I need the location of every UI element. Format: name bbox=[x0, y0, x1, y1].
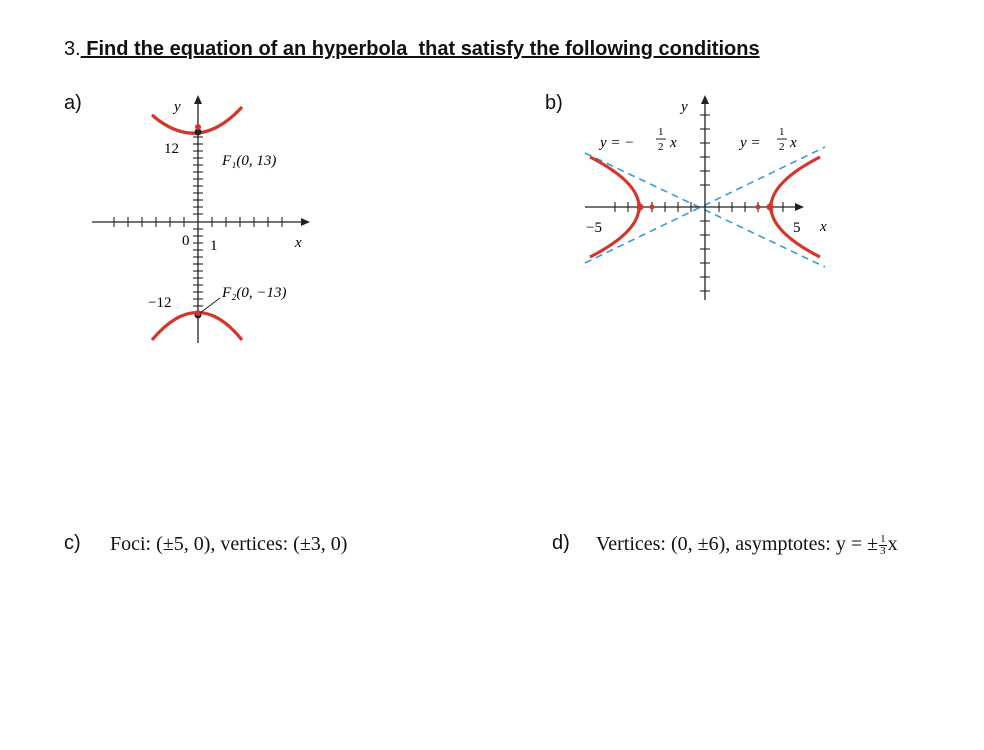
graph-b-asym-left-prefix: y = − bbox=[600, 135, 635, 151]
graph-b-left-tick: −5 bbox=[586, 220, 602, 236]
graph-b-asym-left-num: 1 bbox=[658, 126, 664, 138]
graph-b-y-label: y bbox=[681, 99, 688, 115]
graph-b-focus-left bbox=[650, 205, 655, 210]
graph-b-vertex-right bbox=[767, 204, 774, 211]
part-d-text: Vertices: (0, ±6), asymptotes: y = ± bbox=[596, 533, 879, 555]
graph-b-y-arrow bbox=[701, 95, 709, 104]
graph-b-asym-right-num: 1 bbox=[779, 126, 785, 138]
part-d-frac-num: 1 bbox=[880, 532, 886, 545]
graph-a bbox=[90, 95, 330, 345]
graph-b-vertex-left bbox=[637, 204, 644, 211]
part-b-label: b) bbox=[545, 92, 563, 114]
part-a-label: a) bbox=[64, 92, 82, 114]
graph-a-y-label: y bbox=[174, 99, 181, 115]
graph-b-x-label: x bbox=[820, 219, 827, 235]
graph-b bbox=[580, 95, 840, 305]
graph-a-x-tick: 1 bbox=[210, 238, 218, 254]
graph-a-focus2-label: F₂(0, −13) bbox=[222, 285, 287, 301]
graph-b-right-tick: 5 bbox=[793, 220, 801, 236]
part-c-condition: Foci: (±5, 0), vertices: (±3, 0) bbox=[110, 533, 348, 555]
problem-title-text: Find the equation of an hyperbola that satisfy the following conditions bbox=[80, 38, 760, 60]
graph-b-asym-right-var: x bbox=[790, 135, 797, 151]
graph-a-origin-label: 0 bbox=[182, 233, 190, 249]
part-d-fraction bbox=[879, 534, 887, 557]
problem-title bbox=[64, 38, 760, 61]
graph-a-y-arrow bbox=[194, 95, 202, 104]
graph-a-top-tick: 12 bbox=[164, 141, 179, 157]
graph-b-x-arrow bbox=[795, 203, 804, 211]
graph-b-asym-right-prefix: y = bbox=[740, 135, 761, 151]
part-d-frac-den: 3 bbox=[880, 544, 886, 557]
graph-a-vertex1-point bbox=[195, 124, 201, 130]
graph-b-asym-left-var: x bbox=[670, 135, 677, 151]
graph-b-focus-right bbox=[756, 205, 761, 210]
graph-b-asym-right-den: 2 bbox=[779, 141, 785, 153]
part-d-condition bbox=[596, 533, 898, 557]
part-d-text-suffix: x bbox=[887, 533, 898, 555]
graph-a-x-arrow bbox=[301, 218, 310, 226]
graph-b-asym-left-den: 2 bbox=[658, 141, 664, 153]
part-c-label: c) bbox=[64, 532, 81, 554]
graph-a-bottom-tick: −12 bbox=[148, 295, 172, 311]
graph-a-focus1-label: F₁(0, 13) bbox=[222, 153, 277, 169]
part-d-label: d) bbox=[552, 532, 570, 554]
graph-a-x-label: x bbox=[295, 235, 302, 251]
problem-number: 3. bbox=[64, 38, 81, 60]
